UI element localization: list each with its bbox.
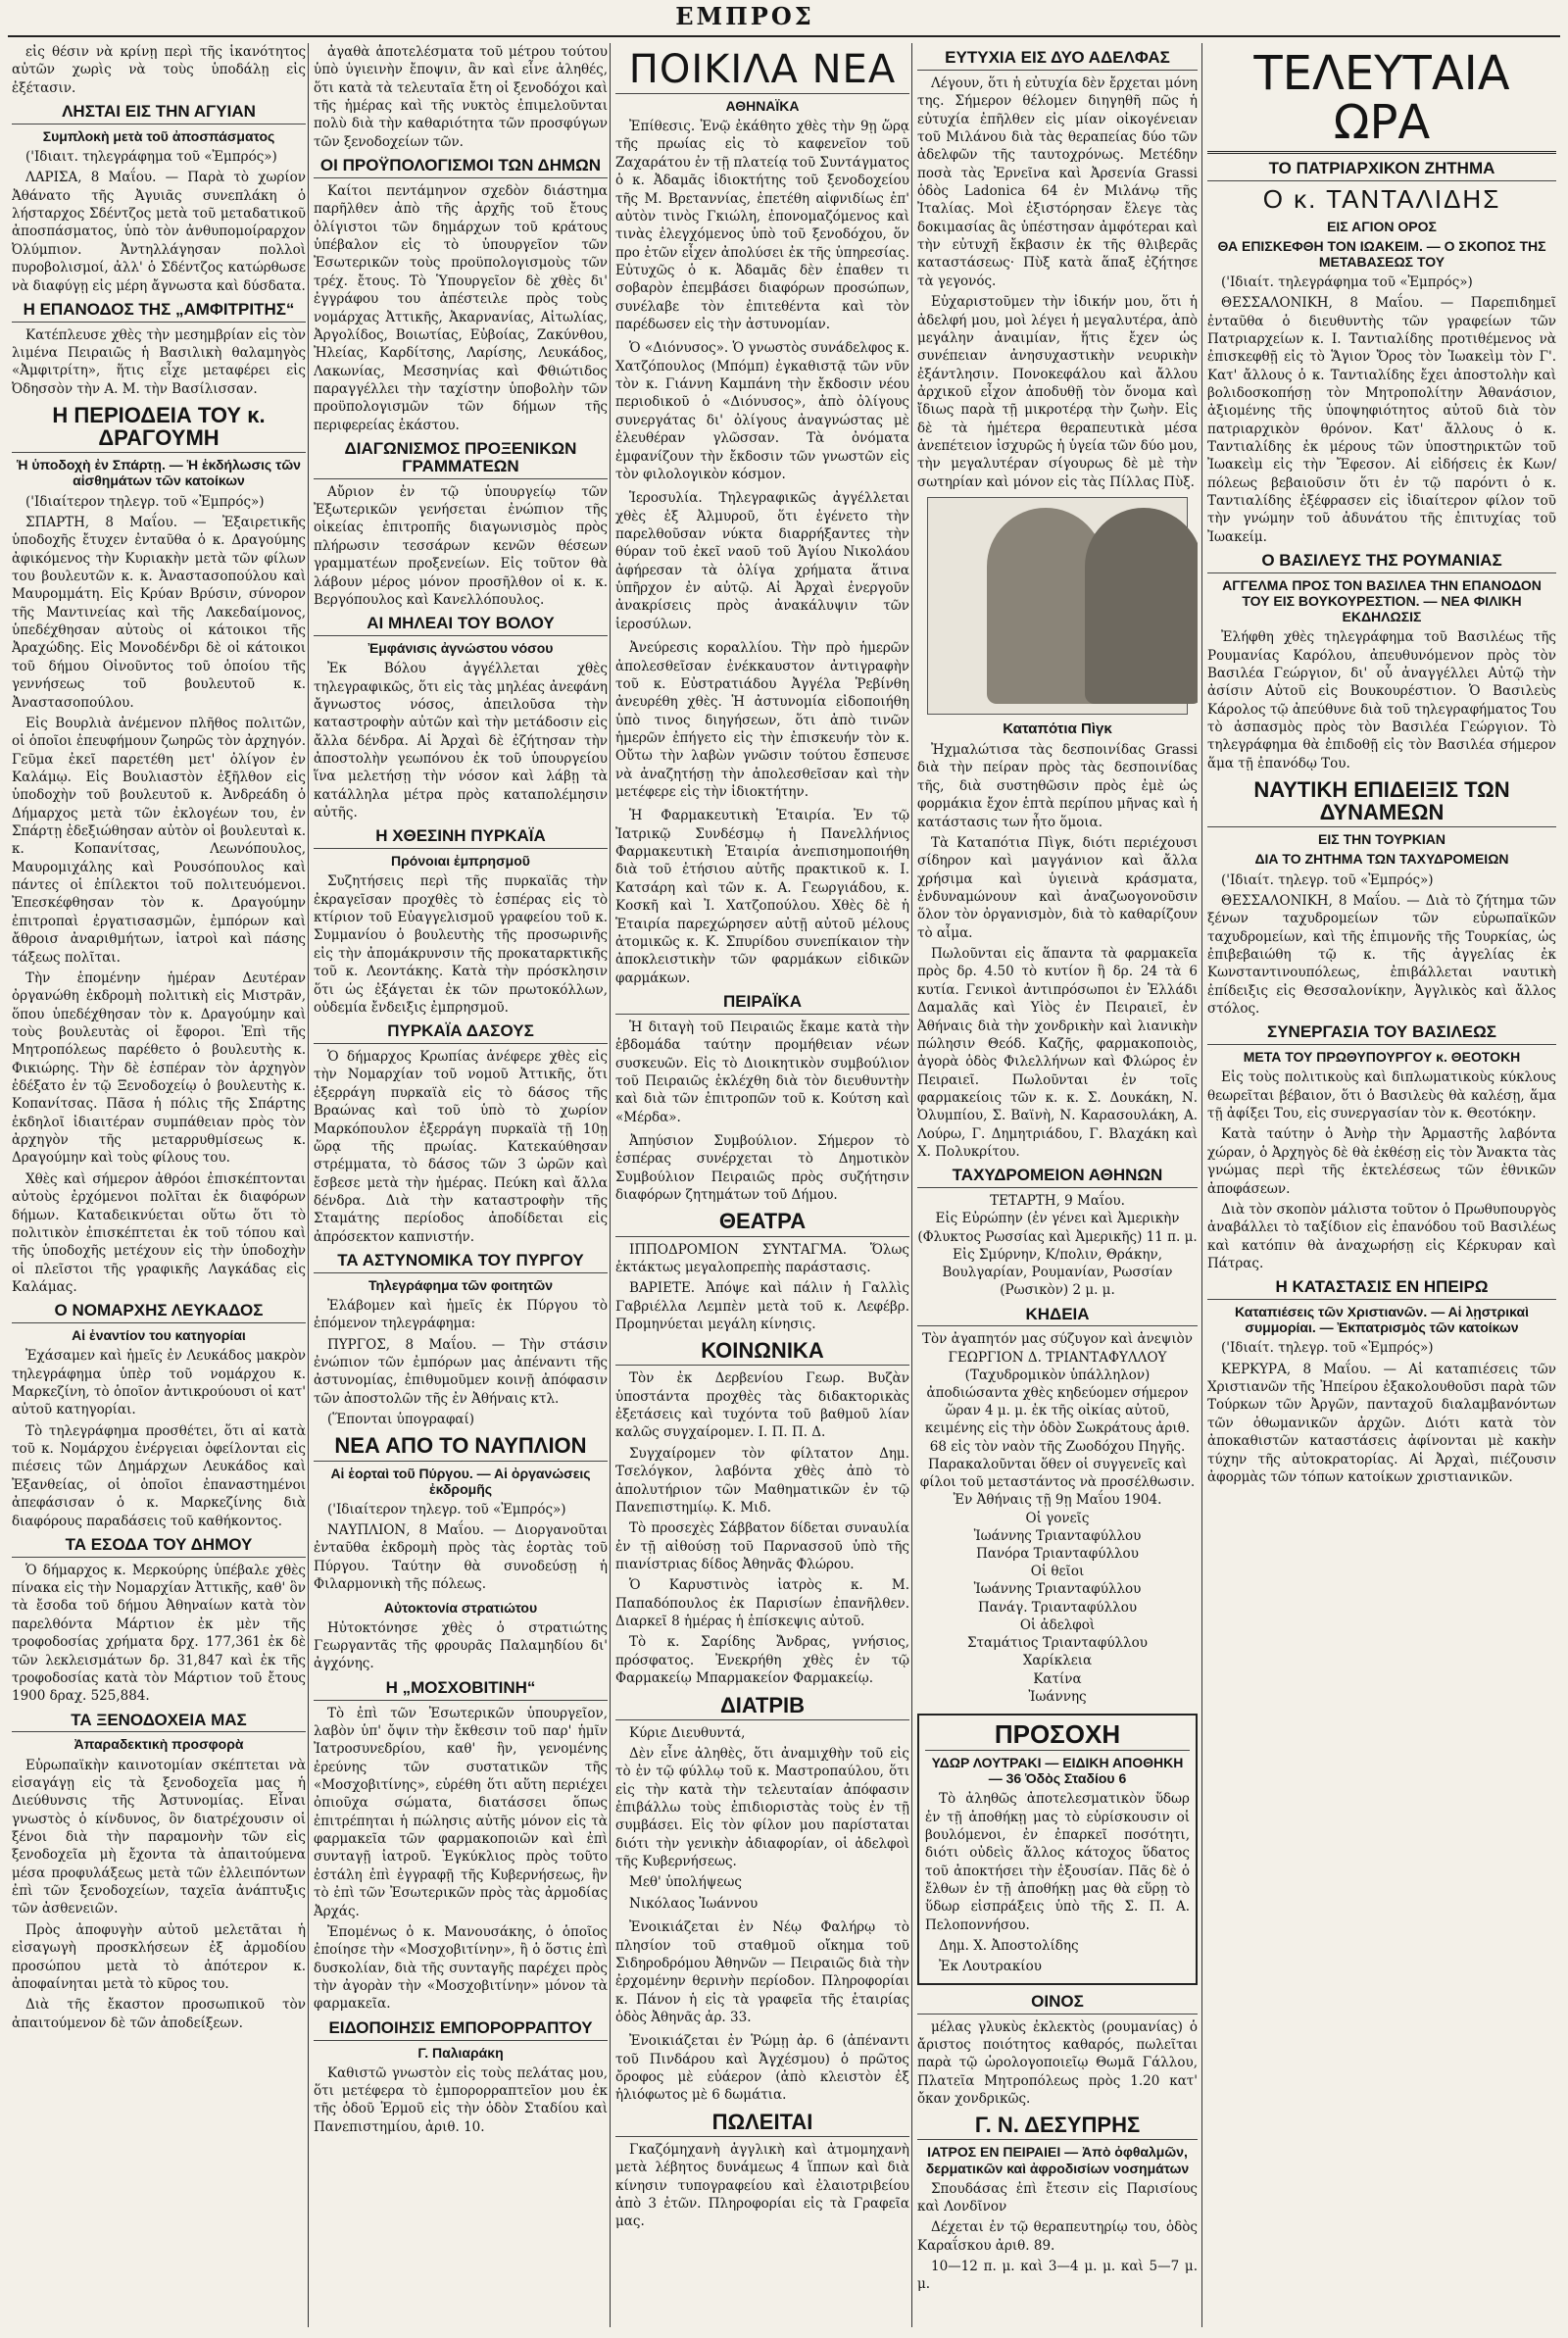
article-paragraph: ΒΑΡΙΕΤΕ. Ἀπόψε καὶ πάλιν ἡ Γαλλὶς Γαβριέλλα Λεμπὲν μετὰ τοῦ κ. Λεφέβρ. Προμηνύεται μεγάλη κίνησις.: [615, 1280, 909, 1332]
article-headline: ΠΥΡΚΑΪΑ ΔΑΣΟΥΣ: [314, 1022, 608, 1044]
article-paragraph: Κατίνα: [1033, 1670, 1082, 1687]
article-headline: ΠΩΛΕΙΤΑΙ: [615, 2111, 909, 2137]
article-paragraph: Ἡ Φαρμακευτικὴ Ἑταιρία. Ἐν τῷ Ἰατρικῷ Συνδέσμῳ ἡ Πανελλήνιος Φαρμακευτικὴ Ἑταιρία ἀνεπισημοποιήθη διὰ τοῦ ἐτήσιου αὐτῆς πρακτικοῦ κ. Ι. Κατσάρη καὶ τῶν κ. Α. Γεωργιάδου, κ. Κοσκῆ καὶ Ἰ. Χατζοπούλου. Χθὲς δὲ ἡ Ἑταιρία παρεχώρησεν αὐτῇ αὐτοῦ μέλους ἀτομικῶς κ. Κ. Σπυρίδου συνεπίκαιον τὴν ἀποκλειστικὴν τῶν φαρμάκων εἰδικῶν φαρμάκων.: [615, 808, 909, 986]
article-subheadline: ΕΙΣ ΤΗΝ ΤΟΥΡΚΙΑΝ: [1318, 831, 1446, 848]
article-paragraph: Χθὲς καὶ σήμερον ἀθρόοι ἐπισκέπτονται αὐτοὺς ἐρχόμενοι πολῖται ἐκ διαφόρων δήμων. Καταδεικνύεται οὕτω ὅτι τὸ πολιτικὸν ἐπισκέπτεται ἐκ τοῦ τόπου καὶ τῆς ὑποδοχῆς μετέχουν εἰς τὴν ὑποδοχὴν οἱ πλεῖστοι τῆς γραφικῆς Λαγκάδας εἰς Καλάμας.: [12, 1170, 306, 1295]
article-paragraph: (Ἕπονται ὑπογραφαί): [327, 1412, 475, 1428]
article-subheadline: Γ. Παλιαράκη: [417, 2044, 504, 2061]
article-paragraph: Μεθ' ὑπολήψεως: [629, 1874, 742, 1891]
article-subheadline-2: ΔΙΑ ΤΟ ΖΗΤΗΜΑ ΤΩΝ ΤΑΧΥΔΡΟΜΕΙΩΝ: [1254, 851, 1509, 868]
article-paragraph: ('Ιδιαίτερον τηλεγρ. τοῦ «Ἐμπρός»): [327, 1501, 566, 1517]
article-paragraph: Δὲν εἶνε ἀληθὲς, ὅτι ἀναμιχθὴν τοῦ εἰς τὸ ἐν τῷ φύλλῳ τοῦ κ. Μαστροπαύλου, ὅτι εἰς τὴν κατὰ τὴν τελευταίαν ἀπόφασιν ἐπιβάλλω τοὺς ἐπιδιοριστὰς τοὺς ἐν τῇ συμβάσει. Εἰς τὸν φίλον μου παρίσταται διότι τὴν γενικὴν ἀδιαφορίαν, οἱ ἀδελφοὶ τῆς Κυβερνήσεως.: [615, 1745, 909, 1870]
article-paragraph: Συγχαίρομεν τὸν φίλτατον Δημ. Τσελόγκον, λαβόντα χθὲς ἀπὸ τὸ ἀπολυτήριον τῶν Μαθηματικῶν ἐν τῷ Πανεπιστημίῳ. Κ. Μιδ.: [615, 1445, 909, 1516]
article-paragraph: Ἐν Ἀθήναις τῇ 9ῃ Μαΐου 1904.: [953, 1492, 1162, 1509]
top-rule: [8, 35, 1560, 37]
article-paragraph: Τὸ ἀληθῶς ἀποτελεσματικὸν ὕδωρ ἐν τῇ ἀποθήκῃ μας τὸ εὑρίσκουσιν οἱ βουλόμενοι, ἐν ἐπαρκεῖ ποσότητι, διότι οὐδεὶς ἄλλος κάτοχος ὕδατος τοῦ ἀποκτήσει τὴν ἐξουσίαν. Πᾶς δὲ ὁ ἔλθων ἐν τῇ ἀποθήκῃ μας θὰ εὕρῃ τὸ ὕδωρ εἰσπράξεις ὑπὸ τῆς Σ. Π. Α. Πελοποννήσου.: [925, 1791, 1190, 1933]
article-paragraph: ΣΠΑΡΤΗ, 8 Μαΐου. — Ἐξαιρετικῆς ὑποδοχῆς ἔτυχεν ἐνταῦθα ὁ κ. Δραγούμης ἀφικόμενος τὴν Κυριακὴν μετὰ τῶν φίλων του βουλευτῶν κ. κ. Ἀναστασοπούλου καὶ Μαυρομμάτη. Εἰς Κρύαν Βρύσιν, σύνορον τῆς Μαντινείας καὶ τῆς Λακεδαίμονος, ὑπεδέχθησαν αὐτοὺς οἱ κάτοικοι τῆς Ἀραχώδης. Εἰς Μονοδένδρι δὲ οἱ κάτοικοι τοῦ δήμου Οἰνοῦντος τοῦ ὁποίου τῆς γεννήσεως τοῦ βουλευτοῦ κ. Ἀναστασοπούλου.: [12, 514, 306, 711]
article-paragraph: Εἰς Εὐρώπην (ἐν γένει καὶ Ἀμερικὴν (Φλυκτος Ρωσσίας καὶ Ἀμερικῆς) 11 π. μ.: [917, 1211, 1198, 1245]
article-paragraph: ('Ιδιαίτ. τηλεγρ. τοῦ «Ἐμπρός»): [1221, 1340, 1434, 1357]
article-subheadline: Αἱ ἐναντίον του κατηγορίαι: [72, 1327, 246, 1344]
article: [314, 1434, 608, 1593]
article-paragraph: ΘΕΣΣΑΛΟΝΙΚΗ, 8 Μαΐου. — Διὰ τὸ ζήτημα τῶν ξένων ταχυδρομείων τῶν εὐρωπαϊκῶν ταχυδρομείων, καὶ τῆς ἐπιμονῆς τῆς Τουρκίας, ὡς ἐπιβεβαιώθη τῷ κ. τῆς ἀγγελίας ἐκ Κωνσταντινουπόλεως, ἐπιβάλλεται ναυτικὴ ἐπίδειξις εἰς Θεσσαλονίκην, Ἀγγλικὸς καὶ ἄλλος στόλος.: [1207, 892, 1556, 1018]
article: [314, 1600, 608, 1673]
article-paragraph: Πανόρα Τριανταφύλλου: [976, 1546, 1139, 1562]
article-paragraph: Γκαζόμηχανὴ ἀγγλικὴ καὶ ἀτμομηχανὴ μετὰ λέβητος δυνάμεως 4 ἵππων καὶ διὰ κίνησιν τυπογραφείου καὶ ἐλαιοτριβείου ἀπὸ 3 ἐτῶν. Πληροφορίαι εἰς τὰ Γραφεῖα μας.: [615, 2141, 909, 2230]
article-subheadline-2: ΜΕΤΑ ΤΟΥ ΠΡΩΘΥΠΟΥΡΓΟΥ κ. ΘΕΟΤΟΚΗ: [1243, 1049, 1521, 1066]
article-subheadline: ΙΑΤΡΟΣ ΕΝ ΠΕΙΡΑΙΕΙ — Ἀπὸ ὀφθαλμῶν, δερματικῶν καὶ ἀφροδισίων νοσημάτων: [925, 2144, 1190, 2176]
article: [917, 49, 1198, 491]
article-paragraph: Ἰωάννης Τριανταφύλλου: [973, 1527, 1142, 1544]
article-subheadline: Αἱ ἑορταὶ τοῦ Πύργου. — Αἱ ὀργανώσεις ἐκδρομῆς: [330, 1465, 591, 1497]
article: [917, 1714, 1198, 1985]
article: [1207, 160, 1556, 546]
article-headline: ΕΥΤΥΧΙΑ ΕΙΣ ΔΥΟ ΑΔΕΛΦΑΣ: [917, 49, 1198, 71]
article-subheadline: ΕΙΣ ΑΓΙΟΝ ΟΡΟΣ: [1327, 218, 1437, 234]
article-subheadline: Πρόνοιαι ἐμπρησμοῦ: [391, 853, 530, 870]
article-paragraph: ΠΥΡΓΟΣ, 8 Μαΐου. — Τὴν στάσιν ἐνώπιον τῶν ἐμπόρων μας ἀπέναντι τῆς ἀστυνομίας, ἐπιθυμοῦμεν κοινῇ ἀπόφασιν τῶν ἀποστολῶν τῆς ἐν Ἀθήναις κτλ.: [314, 1336, 608, 1407]
article: [615, 1694, 909, 1914]
article: [1207, 1023, 1556, 1272]
article-paragraph: Εἰς Βουρλιὰ ἀνέμενον πλῆθος πολιτῶν, οἱ ὁποῖοι ἐπευφήμουν ζωηρῶς τὸν ἀρχηγόν. Γεῦμα ἐκεῖ παρετέθη μετ' ὀλίγον ἐν Καλάμῳ. Εἰς Βουλιαστὸν ἐξῆλθον εἰς ὑποδοχὴν τοῦ βουλευτοῦ κ. Ἀνδρεάδη ὁ Δήμαρχος μετὰ τῶν ἐκλογέων του, ἐν Σπάρτῃ ἐδεξιώθησαν αὐτὸν οἱ βουλευταὶ κ. κ. Κοπανίτσας, Λεωνόπουλος, Μαυρομιχάλης καὶ Ρουσόπουλος καὶ πάντες οἱ ἐπίλεκτοι τοῦ πολιτευόμενοι. Ἐπεσκέφθησαν τὸν κ. Δραγούμην ἐπιτροπαὶ ἐργατισασμῶν, ἐμπόρων καὶ ἄθροισ ἀναριθμήτων, ἰατροὶ καὶ πάσης τάξεως πολῖται.: [12, 715, 306, 966]
article-paragraph: Εὐρωπαϊκὴν καινοτομίαν σκέπτεται νὰ εἰσαγάγῃ εἰς τὰ ξενοδοχεῖα μας ἡ Διεύθυνσις τῆς Ἀστυνομίας. Εἶναι γνωστὸς ὁ κίνδυνος, ὃν διατρέχουσιν οἱ ξένοι διὰ τὴν παραμονὴν τῶν εἰς ξενοδοχεῖα μὴ ἔχοντα τὰ ἀπαιτούμενα μέσα προφυλάξεως μετὰ τῶν ἐλλειπόντων ἐπὶ τῶν ξενοδοχείων, ταχεῖα ἀνάπτυξις τῶν ἀσθενειῶν.: [12, 1757, 306, 1917]
article-paragraph: Κύριε Διευθυντά,: [629, 1724, 746, 1741]
article-paragraph: Εἰς Σμύρνην, Κ/πολιν, Θράκην, Βουλγαρίαν, Ρουμανίαν, Ρωσσίαν (Ρωσικὸν) 2 μ. μ.: [942, 1246, 1173, 1299]
article-paragraph: ΙΠΠΟΔΡΟΜΙΟΝ ΣΥΝΤΑΓΜΑ. Ὅλως ἐκτάκτως μεγαλοπρεπὴς παράστασις.: [615, 1241, 909, 1275]
article-subheadline-2: ΘΑ ΕΠΙΣΚΕΦΘΗ ΤΟΝ ΙΩΑΚΕΙΜ. — Ο ΣΚΟΠΟΣ ΤΗΣ ΜΕΤΑΒΑΣΕΩΣ ΤΟΥ: [1217, 237, 1546, 270]
article-headline: ΤΕΛΕΥΤΑΙΑ ΩΡΑ: [1207, 49, 1556, 154]
article: [314, 1022, 608, 1246]
article-paragraph: ('Ιδιαιτ. τηλεγράφημα τοῦ «Ἐμπρός»): [25, 149, 277, 166]
article-headline: ΛΗΣΤΑΙ ΕΙΣ ΤΗΝ ΑΓΥΙΑΝ: [12, 103, 306, 124]
article: [12, 43, 306, 97]
article-headline: ΚΟΙΝΩΝΙΚΑ: [615, 1339, 909, 1366]
article-paragraph: Ἀπηύσιον Συμβούλιον. Σήμερον τὸ ἑσπέρας συνέρχεται τὸ Δημοτικὸν Συμβούλιον Πειραιῶς πρὸς συζήτησιν διαφόρων ζητημάτων τοῦ Δήμου.: [615, 1132, 909, 1204]
article: [917, 1993, 1198, 2109]
article: [917, 2114, 1198, 2293]
column-divider: [308, 43, 309, 2327]
column-4-hidden: [917, 43, 1198, 2327]
article-subheadline: Ἐμφάνισις ἀγνώστου νόσου: [368, 640, 554, 657]
article: [314, 157, 608, 434]
article: [314, 827, 608, 1017]
article-paragraph: Καθιστῶ γνωστὸν εἰς τοὺς πελάτας μου, ὅτι μετέφερα τὸ ἐμπορορραπτεῖον μου ἐκ τῆς ὁδοῦ Ἑρμοῦ εἰς τὴν ὁδὸν Σταδίου καὶ Πανεπιστημίου, ἀριθ. 10.: [314, 2064, 608, 2135]
article-paragraph: Ὁ δήμαρχος κ. Μερκούρης ὑπέβαλε χθὲς πίνακα εἰς τὴν Νομαρχίαν Ἀττικῆς, καθ' ὃν τὰ ἔσοδα τοῦ δήμου Ἀθηναίων κατὰ τὸν παρελθόντα Μάρτιον ἐκ μὲν τῆς τροφοδοσίας χρήματα δρχ. 177,361 ἐκ δὲ τῶν λεκλεισμάτων δρ. 31,847 καὶ ἐκ τῆς τροφοδοσίας κατὰ τὸν Μάρτιον τοῦ ἔτους 1900 δραχ. 525,884.: [12, 1562, 306, 1705]
article-paragraph: Ὁ δήμαρχος Κρωπίας ἀνέφερε χθὲς εἰς τὴν Νομαρχίαν τοῦ νομοῦ Ἀττικῆς, ὅτι ἐξερράγη πυρκαϊὰ εἰς τὸ δάσος τῆς Βραώνας καὶ τοῦ ὑπὸ τὸ χωρίον Μαρκόπουλον ἐξερράγη πυρκαϊὰ τῇ 10ῃ ὥρᾳ τῆς πρωίας. Κατεκαύθησαν στρέμματα, τὸ δάσος τῶν 3 ὡρῶν καὶ ἔσβεσε μετὰ τὴν ἡμέρας. Πεύκη καὶ ἄλλα δένδρα. Διὰ τὴν καταστροφὴν τῆς Σταμάτης περίοδος ἀποδίδεται εἰς ἀπρόσεκτον καπνιστήν.: [314, 1049, 608, 1245]
article-subheadline: Αὐτοκτονία στρατιώτου: [383, 1599, 538, 1616]
article-headline: ΕΙΔΟΠΟΙΗΣΙΣ ΕΜΠΟΡΟΡΡΑΠΤΟΥ: [314, 2019, 608, 2041]
article-paragraph: Χαρίκλεια: [1022, 1653, 1093, 1669]
article: [12, 1536, 306, 1706]
article: [917, 1306, 1198, 1706]
article: [615, 639, 909, 801]
article-paragraph: ('Ιδιαίτ. τηλεγράφημα τοῦ «Ἐμπρός»): [1221, 274, 1473, 290]
article-headline: Ο ΒΑΣΙΛΕΥΣ ΤΗΣ ΡΟΥΜΑΝΙΑΣ: [1207, 552, 1556, 573]
article-headline: ΝΑΥΤΙΚΗ ΕΠΙΔΕΙΞΙΣ ΤΩΝ ΔΥΝΑΜΕΩΝ: [1207, 778, 1556, 827]
article-paragraph: ΚΕΡΚΥΡΑ, 8 Μαΐου. — Αἱ καταπιέσεις τῶν Χριστιανῶν τῆς Ἠπείρου ἐξακολουθοῦσι παρὰ τῶν Τούρκων τῶν Ἀργῶν, πανταχοῦ διαλαμβανόντων τῶν ὀθωμανικῶν ἀρχῶν. Διότι κατὰ τὸν ἀποκαθιστῶν καταστάσεις ἀφίνονται μὲ κακὴν τύχην τῆς αὐτοκρατορίας. Αἱ Ἀρχαὶ, πιέζουσιν ἀφορμὰς τῶν τόπων κατοίκων χριστιανικῶν.: [1207, 1361, 1556, 1485]
article-paragraph: Διὰ τὸν σκοπὸν μάλιστα τοῦτον ὁ Πρωθυπουργὸς ἀναβάλλει τὸ ταξίδιον εἰς ἐπανόδου τοῦ Βασιλέως καὶ κατόπιν θὰ ἀναχωρήσῃ εἰς Κέρκυραν καὶ Πάτρας.: [1207, 1201, 1556, 1271]
article-headline: Γ. Ν. ΔΕΣΥΠΡΗΣ: [917, 2114, 1198, 2140]
article-headline: Η ΠΕΡΙΟΔΕΙΑ ΤΟΥ κ. ΔΡΑΓΟΥΜΗ: [12, 404, 306, 453]
article-paragraph: ΛΑΡΙΣΑ, 8 Μαΐου. — Παρὰ τὸ χωρίον Ἀθάνατο τῆς Ἀγυιᾶς συνεπλάκη ὁ λήσταρχος Σδέντζος μετὰ τοῦ μεταδατικοῦ ἀποσπάσματος, ὑπὸ τὸν ἀνθυπομοίραρχον Ὀλύμπιον. Ἀντηλλάγησαν πολλοὶ πυροβολισμοί, ἀλλ' ὁ Σδέντζος κατώρθωσε νὰ διαφύγῃ εἰς μέρη ἄγνωστα καὶ δύσδατα.: [12, 170, 306, 294]
article-subheadline: Συμπλοκὴ μετὰ τοῦ ἀποσπάσματος: [42, 127, 275, 144]
masthead: ΕΜΠΡΟΣ: [675, 2, 814, 30]
article-paragraph: ΤΕΤΑΡΤΗ, 9 Μαΐου.: [990, 1193, 1125, 1210]
article-paragraph: Ἐλήφθη χθὲς τηλεγράφημα τοῦ Βασιλέως τῆς Ρουμανίας Καρόλου, ἀπευθυνόμενον πρὸς τὸν Βασιλέα Γεώργιον, δι' οὗ ἀναγγέλλει Αὐτῷ τὴν ἀσίσιν Αὐτοῦ εἰς Βουκουρέστιον. Ὁ Βασιλεὺς Κάρολος τῷ ἀπεύθυνε διὰ τοῦ τηλεγραφήματος Του τὸ ἀσπασμὸς πρὸς τὸν Βασιλέα Γεώργιον. Τὸ τηλεγράφημα θὰ ἐπιδοθῇ εἰς τὸν Βασιλέα σήμερον ἅμα τῇ ἐπανόδῳ Του.: [1207, 629, 1556, 771]
article-subheadline: Ο κ. ΤΑΝΤΑΛΙΔΗΣ: [1262, 183, 1501, 214]
article: [615, 1339, 909, 1687]
column-1: [12, 43, 306, 2327]
article: [615, 339, 909, 483]
article-headline: ΔΙΑΤΡΙΒ: [615, 1694, 909, 1720]
article-subheadline: ΑΘΗΝΑΪΚΑ: [725, 98, 800, 114]
article-paragraph: ΘΕΣΣΑΛΟΝΙΚΗ, 8 Μαΐου. — Παρεπιδημεῖ ἐνταῦθα ὁ διευθυντὴς τῶν γραφείων τῶν Πατριαρχείων κ. Ι. Ταντιαλίδης προτιθέμενος νὰ ἐπισκεφθῇ εἰς τὸ Ἅγιον Ὄρος τὸν Ἰωακεὶμ τὸν Γ'. Κατ' ἄλλους ὁ κ. Ταντιαλίδης ἔχει ἀποστολὴν καὶ βολιδοσκοπήσῃ τὸν Μητροπολίτην Ἀθανάσιον, ἀξιομένης τῆς ὑποψηφιότητος αὐτοῦ διὰ τὸν πατριαρχικὸν θρόνον. Κατ' ἄλλους ὁ κ. Ταντιαλίδης ἐκ μέρους τῶν ὑποστηρικτῶν τοῦ Ἰωακεὶμ εἰς τὴν Ἔφεσον. Αἱ εἰδήσεις ἐκ Κων/πόλεως βεβαιοῦσιν ὅτι ἐν τῷ παρόντι ὁ κ. Ταντιαλίδης ἐξέφρασεν εἰς ἰδιαίτερον φίλον τοῦ τὴν γνώμην τοῦ ἀδυνάτου τῆς ἐπιτυχίας τοῦ Ἰωακείμ.: [1207, 295, 1556, 545]
article-paragraph: 10—12 π. μ. καὶ 3—4 μ. μ. καὶ 5—7 μ. μ.: [917, 2259, 1198, 2293]
article-paragraph: Σπουδάσας ἐπὶ ἔτεσιν εἰς Παρισίους καὶ Λονδῖνον: [917, 2180, 1198, 2215]
article-headline: ΤΑ ΞΕΝΟΔΟΧΕΙΑ ΜΑΣ: [12, 1712, 306, 1733]
article-headline: ΟΙΝΟΣ: [917, 1993, 1198, 2015]
article-paragraph: Ἐπίθεσις. Ἐνῷ ἐκάθητο χθὲς τὴν 9ῃ ὥρᾳ τῆς πρωίας εἰς τὸ καφενεῖον τοῦ Ζαχαράτου ἐν τῇ πλατείᾳ τοῦ Συντάγματος ὁ κ. Ἀδαμᾶς ἰδιοκτήτης τοῦ ξενοδοχείου τῆς Μ. Βρεταννίας, ἐπετέθη αἰφνιδίως ἐπ' αὐτὸν τινὸς Γκιώλη, ἐπονομαζόμενος καὶ τινὰς ἐλεγχόμενος ὑπὸ τοῦ ξενοδόχου, ὅν προ ἐτῶν εἶχεν ἀπολύσει ἐκ τῆς ὑπηρεσίας. Εὐτυχῶς ὁ κ. Ἀδαμᾶς δὲν ἐπαθεν τι σοβαρὸν ἐπεμβάσει διαφόρων προσώπων, συνέλαβε τὸν ἐπιτεθέντα καὶ τὸν παρέδωσεν εἰς τὴν ἀστυνομίαν.: [615, 119, 909, 333]
article: [12, 103, 306, 295]
article-headline: ΣΥΝΕΡΓΑΣΙΑ ΤΟΥ ΒΑΣΙΛΕΩΣ: [1207, 1023, 1556, 1045]
column-4: [1207, 43, 1556, 2327]
article: [314, 1252, 608, 1428]
article-paragraph: Τὴν ἑπομένην ἡμέραν Δευτέραν ὀργανώθη ἐκδρομὴ πολιτικὴ εἰς Μιστρᾶν, ὅπου ὑπεδέχθησαν τὸν κ. Δραγούμην καὶ τοὺς βουλευτὰς οἱ ἔφοροι. Ἐπὶ τῆς Μητροπόλεως παρέθετο ὁ βουλευτὴς κ. Φικιώρης. Τὴν δὲ ἑσπέραν τὸν ἀρχηγὸν ἐδέξατο ἐν τῷ Ξενοδοχείῳ ὁ βουλευτὴς κ. Κοπανίτσας. Πᾶσα ἡ πόλις τῆς Σπάρτης ἐκδηλοῖ ἰδιαιτέραν συμπάθειαν πρὸς τὸν ἀρχηγὸν τῆς μεταρρυθμίσεως κ. Δραγούμην καὶ τοὺς φίλους του.: [12, 970, 306, 1167]
article-paragraph: ΝΑΥΠΛΙΟΝ, 8 Μαΐου. — Διοργανοῦται ἐνταῦθα ἐκδρομὴ πρὸς τὰς ἑορτὰς τοῦ Πύργου. Ταύτην θὰ συνοδεύσῃ ἡ Φιλαρμονικὴ τῆς πόλεως.: [314, 1522, 608, 1593]
article-paragraph: Τὸ κ. Σαρίδης Ἄνδρας, γνήσιος, πρόσφατος. Ἐνεκρήθη χθὲς ἐν τῷ Φαρμακείῳ Μπαρμακείον Φαρμακείῳ.: [615, 1634, 909, 1687]
article-paragraph: μέλας γλυκὺς ἐκλεκτὸς (ρουμανίας) ὁ ἄριστος ποιότητος καθαρός, πωλεῖται παρὰ τῷ ὡρολογοποιεῖῳ Θωμᾶ Γάλλου, Πλατεῖα Μητροπόλεως πρὸς 1.20 κατ' ὄκαν χονδρικῶς.: [917, 2018, 1198, 2108]
article: [1207, 1278, 1556, 1486]
article: [615, 993, 909, 1126]
article-paragraph: Δέχεται ἐν τῷ θεραπευτηρίῳ του, ὁδὸς Καραΐσκου ἀριθ. 89.: [917, 2219, 1198, 2254]
article-paragraph: (Ταχυδρομικὸν ὑπάλληλον): [964, 1367, 1151, 1383]
article: [615, 807, 909, 987]
article: [314, 615, 608, 821]
article-paragraph: Οἱ γονεῖς: [1025, 1510, 1090, 1526]
article: [615, 489, 909, 633]
article-headline: Η ΕΠΑΝΟΔΟΣ ΤΗΣ „ΑΜΦΙΤΡΙΤΗΣ“: [12, 301, 306, 323]
article: [615, 2032, 909, 2104]
article-subheadline-2: ΑΓΓΕΛΜΑ ΠΡΟΣ ΤΟΝ ΒΑΣΙΛΕΑ ΤΗΝ ΕΠΑΝΟΔΟΝ ΤΟΥ ΕΙΣ ΒΟΥΚΟΥΡΕΣΤΙΟΝ. — ΝΕΑ ΦΙΛΙΚΗ ΕΚΔΗΛΩΣΙΣ: [1222, 577, 1542, 625]
article-subheadline: Ἡ ὑποδοχὴ ἐν Σπάρτῃ. — Ἡ ἐκδήλωσις τῶν αἰσθημάτων τῶν κατοίκων: [17, 457, 301, 489]
article-headline: ΤΟ ΠΑΤΡΙΑΡΧΙΚΟΝ ΖΗΤΗΜΑ: [1207, 160, 1556, 181]
article-paragraph: Λέγουν, ὅτι ἡ εὐτυχία δὲν ἔρχεται μόνη της. Σήμερον θέλομεν διηγηθῆ πῶς ἡ εὐτυχία ἐπῆλθεν εἰς μίαν οἰκογένειαν τοῦ Μιλάνου διὰ τὰς θεραπείας δύο τῶν ἀδελφῶν τῆς ταυτοχρόνως. Μετέδην ποσὰ τὰς Ἐρνεῖνα καὶ Ἀρσενία Grassi ὁδὸς Ladonica 64 ἐν Μιλάνῳ τῆς Ἰταλίας. Μοὶ ἐξιστόρησαν ἔλεγε τὰς δοκιμασίας ἃς ὑπέστησαν ἀμφότεραι καὶ τὴν εὐτυχῆ ἔκβασιν ἐκ τῆς θλιβερᾶς καταστάσεως· Πὺξ κατὰ ἅπαξ ἐζήτησε τὰ γεγονός.: [917, 75, 1198, 289]
article: [615, 2111, 909, 2231]
article-paragraph: Δημ. Χ. Ἀποστολίδης: [939, 1938, 1079, 1955]
article-paragraph: Πανάγ. Τριανταφύλλου: [977, 1599, 1138, 1616]
article: [615, 1132, 909, 1204]
article-paragraph: Ἱεροσυλία. Τηλεγραφικῶς ἀγγέλλεται χθὲς ἐξ Ἀλμυροῦ, ὅτι ἐγένετο τὴν παρελθοῦσαν νύκτα διαρρήξαντες τὴν θύραν τοῦ ἐκεῖ ναοῦ τοῦ Ἁγίου Νικολάου ἀφήρεσαν τὰ ὀλίγα χρήματα ἅτινα ὑπῆρχον ἐν αὐτῷ. Αἱ Ἀρχαὶ ἐνεργοῦν ἀνακρίσεις πρὸς ἀνακάλυψιν τῶν ἱεροσύλων.: [615, 490, 909, 632]
article-paragraph: Ἡ διταγὴ τοῦ Πειραιῶς ἔκαμε κατὰ τὴν ἑβδομάδα ταύτην προμήθειαν νέων συσκευῶν. Εἰς τὸ Διοικητικὸν συμβούλιον τοῦ Πειραιῶς ἐκλέχθη διὰ τὸν διευθυντὴν καὶ διὰ τῶν ἐπιτροπῶν τοῦ κ. Κούτση καὶ «Μέρδα».: [615, 1019, 909, 1125]
article: [314, 43, 608, 151]
portrait-illustration: [927, 497, 1188, 715]
article-paragraph: Συζητήσεις περὶ τῆς πυρκαϊᾶς τὴν ἐκραγεῖσαν προχθὲς τὸ ἑσπέρας εἰς τὸ κτίριον τοῦ Εὐαγγελισμοῦ γραφείου τοῦ κ. Συμμανίου ὁ βουλευτὴς τῆς προσωρινῆς εἰς τὴν ἀπομάκρυνσιν τῆς προκαταρκτικῆς τοῦ κ. Λεοντάκης. Κατὰ τὴν πρόσκλησιν ὅτι ὡς ἐξάγεται ἐκ τῶν πρωτοκόλλων, οὐδεμία ἔνδειξις ἐμπρησμοῦ.: [314, 873, 608, 1016]
article-paragraph: Πρὸς ἀποφυγὴν αὐτοῦ μελετᾶται ἡ εἰσαγωγὴ προσκλήσεων ἐξ ἀρμοδίου προσώπου μετὰ τὸ ἀπότερον κ. ἀποφαίνηται μετὰ τὸ κῦρος του.: [12, 1921, 306, 1992]
article-paragraph: Κατὰ ταύτην ὁ Ἀνὴρ τὴν Ἁρμαστῆς λαβόντα χώραν, ὁ Ἀρχηγὸς δὲ θὰ ἐκθέσῃ εἰς τὸν Ἄνακτα τὰς γνώμας περὶ τῆς ἐκτελέσεως τῶν ἐθνικῶν ἀποφάσεων.: [1207, 1126, 1556, 1197]
article-paragraph: Τὸ προσεχὲς Σάββατον δίδεται συναυλία ἐν τῇ αἰθούσῃ τοῦ Παρνασσοῦ ὑπὸ τῆς πιανίστριας δίδος Ἀθηνᾶς Φλώρου.: [615, 1520, 909, 1572]
article-headline: ΤΑ ΑΣΤΥΝΟΜΙΚΑ ΤΟΥ ΠΥΡΓΟΥ: [314, 1252, 608, 1273]
article: [917, 1167, 1198, 1299]
article-paragraph: εἰς θέσιν νὰ κρίνῃ περὶ τῆς ἱκανότητος αὐτῶν χωρὶς νὰ τοὺς ὑποδάλῃ εἰς ἐξέτασιν.: [12, 44, 306, 96]
article-headline: ΔΙΑΓΩΝΙΣΜΟΣ ΠΡΟΞΕΝΙΚΩΝ ΓΡΑΜΜΑΤΕΩΝ: [314, 440, 608, 479]
article-paragraph: Οἱ θεῖοι: [1030, 1564, 1085, 1580]
article-paragraph: Ἐλάβομεν καὶ ἡμεῖς ἐκ Πύργου τὸ ἑπόμενον τηλεγράφημα:: [314, 1297, 608, 1332]
article-paragraph: Ἐπομένως ὁ κ. Μανουσάκης, ὁ ὁποῖος ἐποίησε τὴν «Μοσχοβιτίνην», ἢ ὁ ὅστις ἐπὶ δυσκολίαν, διὰ τῆς συνταγῆς παρέχει πρὸς τὴν ἀγορὰν τὴν «Μοσχοβιτίνην» μόνον τὰ φαρμακεῖα.: [314, 1923, 608, 2013]
article-paragraph: Ἀνεύρεσις κοραλλίου. Τὴν πρὸ ἡμερῶν ἀπολεσθεῖσαν ἐνέκκαυστον ἀντιγραφὴν τοῦ κ. Εὐστρατιάδου Ἀγγέλα Ῥεβίνθη ἀνευρέθη χθὲς. Ἡ ἀστυνομία εἰδοποιήθη ὑπὸ τινος διηγήσεων, ὅτι ἀπὸ τινῶν ἡμερῶν ἐπήγετο εἰς τὴν ἐπισκευήν τὸν κ. Οὔτω τὴν λαβὼν γνῶσιν τούτου ἔσπευσε νὰ ἀναζητήσῃ τὴν ἀπολεσθεῖσαν καὶ τὴν μετέφερε εἰς τὴν ἱδιοκτήτην.: [615, 640, 909, 801]
article-paragraph: ἀποδιώσαντα χθὲς κηδεύομεν σήμερον ὥραν 4 μ. μ. ἐκ τῆς οἰκίας αὐτοῦ, κειμένης εἰς τὴν ὁδὸν Σωκράτους ἀριθ. 68 εἰς τὸν ναὸν τῆς Ζωοδόχου Πηγῆς. Παρακαλοῦνται ὅθεν οἱ συγγενεῖς καὶ φίλοι τοῦ μεταστάντος νὰ προσέλθωσιν.: [919, 1385, 1196, 1491]
article-headline: ΤΑ ΕΣΟΔΑ ΤΟΥ ΔΗΜΟΥ: [12, 1536, 306, 1558]
article-paragraph: Νικόλαος Ἰωάννου: [629, 1895, 759, 1912]
article-headline: ΘΕΑΤΡΑ: [615, 1210, 909, 1236]
article-paragraph: Διὰ τῆς ἔκαστον προσωπικοῦ τὸν ἀπαιτούμενον δὲ τῶν ἀποδείξεων.: [12, 1997, 306, 2031]
article-paragraph: Ηὐτοκτόνησε χθὲς ὁ στρατιώτης Γεωργαντᾶς τῆς φρουρᾶς Παλαμηδίου δι' ἀγχόνης.: [314, 1619, 608, 1672]
article-paragraph: Ἐκ Λουτρακίου: [939, 1959, 1042, 1975]
article: [314, 1679, 608, 2014]
article-paragraph: Σταμάτιος Τριανταφύλλου: [966, 1635, 1148, 1652]
article-headline: ΠΡΟΣΟΧΗ: [925, 1719, 1190, 1751]
column-divider: [1201, 43, 1202, 2327]
article-headline: ΑΙ ΜΗΛΕΑΙ ΤΟΥ ΒΟΛΟΥ: [314, 615, 608, 636]
article-paragraph: Ἐνοικιάζεται ἐν Ῥώμῃ ἀρ. 6 (ἀπέναντι τοῦ Πινδάρου καὶ Ἀγχέσμου) ὁ πρῶτος ὄροφος μὲ εὐάερον (ἀπὸ κλειστὸν ἐξ ἡλιόφωτος μὲ 6 δωμάτια.: [615, 2033, 909, 2104]
article-paragraph: ΓΕΩΡΓΙΟΝ Δ. ΤΡΙΑΝΤΑΦΥΛΛΟΥ: [948, 1349, 1167, 1366]
article-headline: ΤΑΧΥΔΡΟΜΕΙΟΝ ΑΘΗΝΩΝ: [917, 1167, 1198, 1188]
column-divider: [610, 43, 611, 2327]
article-paragraph: Εὐχαριστοῦμεν τὴν ἰδικήν μου, ὅτι ἡ ἀδελφή μου, μοὶ λέγει ἡ μεγαλυτέρα, ἀπὸ μεγάλην ἀναιμίαν, ἥτις ἔχεν ὡς συνέπειαν ἀνησυχαστικὴν νευρικὴν ἐξάντλησιν. Πονοκεφάλου καὶ ἄλλου ἀρχικοῦ εἶχον ἀποδυθῇ τὸν ὄνομα καὶ ἴδιως παρὰ τῇ μικροτέρᾳ τὴν ζωὴν. Εἰς δὲ τὰ ἡμέτερα θεραπευτικὰ μέσα ἀνεπέτειον ἰσχυρῶς ἡ ὑγεία τῶν δύο μου, τὴν μεγαλυτέραν σίγουρως δὲ μὲ τὴν σωτηρίαν καὶ μόνον εἰς τὰς Πίλλας Πὺξ.: [917, 294, 1198, 490]
article-headline: ΚΗΔΕΙΑ: [917, 1306, 1198, 1327]
figure-right: [1085, 508, 1198, 704]
article-paragraph: Ἰωάννης Τριανταφύλλου: [973, 1581, 1142, 1598]
article-headline: ΠΟΙΚΙΛΑ ΝΕΑ: [615, 49, 909, 94]
article-headline: Η ΚΑΤΑΣΤΑΣΙΣ ΕΝ ΗΠΕΙΡΩ: [1207, 1278, 1556, 1300]
article-headline: Η „ΜΟΣΧΟΒΙΤΙΝΗ“: [314, 1679, 608, 1701]
article-paragraph: Ἠχμαλώτισα τὰς δεσποινίδας Grassi διὰ τὴν πείραν πρὸς τὰς δεσποινίδας τῆς, διὰ συστηθῶσιν πρὸς ἐμὲ ὡς φορμάκια ἔχον ἑπτὰ περίπου μῆνας καὶ ἡ κατάστασις των ἦτο ὅμοια.: [917, 742, 1198, 830]
article: [314, 440, 608, 609]
article-paragraph: Εἰς τοὺς πολιτικοὺς καὶ διπλωματικοὺς κύκλους θεωρεῖται βέβαιον, ὅτι ὁ Βασιλεὺς θὰ καλέσῃ, ἅμα τῇ ἀφίξει Του, εἰς συνεργασίαν τὸν κ. Θεοτόκην.: [1207, 1070, 1556, 1122]
column-3: [615, 43, 909, 2327]
article-paragraph: ('Ιδιαίτερον τηλεγρ. τοῦ «Ἐμπρός»): [25, 493, 265, 510]
article-subheadline: Καταπιέσεις τῶν Χριστιανῶν. — Αἱ λῃστρικαὶ συμμορίαι. — Ἐκπατρισμὸς τῶν κατοίκων: [1234, 1304, 1529, 1336]
article-subheadline: ΥΔΩΡ ΛΟΥΤΡΑΚΙ — ΕΙΔΙΚΗ ΑΠΟΘΗΚΗ — 36 Ὁδὸς Σταδίου 6: [931, 1754, 1184, 1787]
article-paragraph: Ἐχάσαμεν καὶ ἡμεῖς ἐν Λευκάδος μακρὸν τηλεγράφημα ὑπὲρ τοῦ νομάρχου κ. Μαρκεζίνη, τὸ ὁποῖον ἀντικρούουσι οἱ κατ' αὐτοῦ κατηγορίαι.: [12, 1348, 306, 1418]
article: [314, 2019, 608, 2136]
article-subheadline: Τηλεγράφημα τῶν φοιτητῶν: [368, 1276, 554, 1293]
article-headline: ΝΕΑ ΑΠΟ ΤΟ ΝΑΥΠΛΙΟΝ: [314, 1434, 608, 1461]
article: [1207, 778, 1556, 1018]
article-paragraph: Ὁ «Διόνυσος». Ὁ γνωστὸς συνάδελφος κ. Χατζόπουλος (Μπόμπ) ἐγκαθιστᾷ τῶν νῦν τὸν κ. Γιάννη Καμπάνη τὴν ἔκδοσιν νέου περιοδικοῦ ὁ «Διόνυσος», ἀπὸ ὀλίγους συνεργάτας δι' ὀλίγους ἀναγνώστας μὲ ἐλευθέραν γλῶσσαν. Τὰ ὀνόματα ἐμφανίζουν τὴν ἔκδοσιν τῶν γνωστῶν εἰς τὸν φιλολογικὸν κόσμον.: [615, 340, 909, 482]
article: [12, 404, 306, 1296]
article-paragraph: Αὔριον ἐν τῷ ὑπουργείῳ τῶν Ἐξωτερικῶν γενήσεται ἐνώπιον τῆς οἰκείας ἐπιτροπῆς διαγωνισμὸς πρὸς πλήρωσιν τεσσάρων κενῶν θέσεων γραμματέων προξενείων. Εἰς τοῦτον θὰ λάβουν μέρος μόνον προσῆλθον οἱ κ. κ. Βεργόπουλος καὶ Κανελλόπουλος.: [314, 483, 608, 608]
article-headline: Ο ΝΟΜΑΡΧΗΣ ΛΕΥΚΑΔΟΣ: [12, 1302, 306, 1323]
article-paragraph: Κατέπλευσε χθὲς τὴν μεσημβρίαν εἰς τὸν λιμένα Πειραιῶς ἡ Βασιλικὴ θαλαμηγὸς «Ἀμφιτρίτη», ἥτις εἶχε μεταφέρει εἰς Ὀδησσὸν τὴν Α. Μ. τὴν Βασίλισσαν.: [12, 326, 306, 397]
article-subheadline: Καταπότια Πὶγκ: [1003, 721, 1112, 738]
article-paragraph: Ὁ Καρυστινὸς ἰατρὸς κ. Μ. Παπαδόπουλος ἐκ Παρισίων ἐπανῆλθεν. Διαρκεῖ 8 ἡμέρας ἡ ἐπίσκεψις αὐτοῦ.: [615, 1577, 909, 1630]
article-paragraph: Τὸν ἐκ Δερβενίου Γεωρ. Βυζὰν ὑποστάντα προχθὲς τὰς διδακτορικὰς ἐξετάσεις καὶ τυχόντα τοῦ βαθμοῦ λίαν καλῶς συγχαίρομεν. Ι. Π. Π. Δ.: [615, 1370, 909, 1441]
article-paragraph: Ἰωάννης: [1028, 1688, 1087, 1705]
article: [12, 1302, 306, 1530]
article-subheadline: Ἀπαραδεκτικὴ προσφορὰ: [74, 1736, 244, 1753]
article: [12, 1712, 306, 2032]
article-paragraph: Τὸ τηλεγράφημα προσθέτει, ὅτι αἱ κατὰ τοῦ κ. Νομάρχου ἐνέργειαι ὀφείλονται εἰς πιέσεις τῶν Δημάρχων Λευκάδος καὶ Ἐξανθείας, οἱ ὁποῖοι ἐπαναστημένοι ἀπεφάσισαν ὁ κ. Μαρκεζίνης διὰ διαφόρους παραδάσεις τοῦ καθήκοντος.: [12, 1422, 306, 1529]
article-paragraph: ('Ιδιαίτ. τηλεγρ. τοῦ «Ἐμπρός»): [1221, 871, 1434, 888]
article-paragraph: Τὸν ἀγαπητόν μας σύζυγον καὶ ἀνεψιὸν: [921, 1331, 1194, 1348]
article: [1207, 46, 1556, 154]
article: [12, 301, 306, 398]
article-paragraph: Τὸ ἐπὶ τῶν Ἐσωτερικῶν ὑπουργεῖον, λαβὸν ὑπ' ὄψιν τὴν ἔκθεσιν τοῦ παρ' ἡμῖν Ἰατροσυνεδρίου, καθ' ἣν, γενομένης ἐρεύνης τῶν συστατικῶν τῆς «Μοσχοβιτίνης», εὑρέθη ὅτι αὕτη περιέχει ὀπιοῦχα σώματα, διατάσσει ὅπως ἐπιτρέπηται ἡ πώλησις αὐτῆς μόνον εἰς τὰ φαρμακεῖα τῶν φαρμακοποιῶν καὶ ἐπὶ συνταγῇ ἰατροῦ. Ἐγκύκλιος πρὸς τοῦτο ἐστάλη ἐπὶ ἐγγραφῇ τῆς Κυβερνήσεως, ἣν τὸ ἐπὶ τῶν Ἐσωτερικῶν πρὸς τὰς ἀρμοδίας Ἀρχάς.: [314, 1705, 608, 1919]
article: [615, 49, 909, 333]
article-headline: Η ΧΘΕΣΙΝΗ ΠΥΡΚΑΪΑ: [314, 827, 608, 849]
article-paragraph: Τὰ Καταπότια Πὶγκ, διότι περιέχουσι σίδηρον καὶ μαγγάνιον καὶ ἄλλα χρήσιμα καὶ ὑγιεινὰ κράσματα, ἐνδυναμώνουν καὶ ἀναζωογονοῦσιν ὅλον τὸν ὀργανισμὸν, διὰ τὸ καθαρίζουν τὸ αἷμα.: [917, 834, 1198, 941]
column-divider: [911, 43, 912, 2327]
article-paragraph: Οἱ ἀδελφοὶ: [1019, 1617, 1096, 1633]
article-headline: ΠΕΙΡΑΪΚΑ: [615, 993, 909, 1015]
article-headline: ΟΙ ΠΡΟΫΠΟΛΟΓΙΣΜΟΙ ΤΩΝ ΔΗΜΩΝ: [314, 157, 608, 178]
article: [615, 1918, 909, 2026]
article-paragraph: Πωλοῦνται εἰς ἅπαντα τὰ φαρμακεῖα πρὸς δρ. 4.50 τὸ κυτίον ἢ δρ. 24 τὰ 6 κυτία. Γενικοὶ ἀντιπρόσωποι ἐν Ἑλλάδι Δαμαλᾶς καὶ Υἱὸς ἐν Πειραιεῖ, ἐν Ἀθήναις διὰ τὴν χονδρικὴν καὶ λιανικὴν πώλησιν Θεόδ. Καζῆς, φαρμακοποιὸς, ἀγορὰ ὁδὸς Φιλελλήνων καὶ Φλώρος ἐν Πειραιεῖ. Πωλοῦνται ἐν τοῖς φαρμακείοις τῶν κ. κ. Σ. Δουκάκη, Ν. Ὀλυμπίου, Σ. Βαϊνὴ, Ν. Καρασουλάκη, Α. Λούρω, Γ. Δημητριάδου, Γ. Βλαχάκη καὶ Χ. Πολυκρίτου.: [917, 946, 1198, 1161]
article: [1207, 552, 1556, 772]
article-paragraph: Ἐνοικιάζεται ἐν Νέῳ Φαλήρῳ τὸ πλησίον τοῦ σταθμοῦ οἴκημα τοῦ Σιδηροδρόμου Ἀθηνῶν — Πειραιῶς διὰ τὴν ἐρχομένην θερινὴν περίοδον. Πληροφορίαι κ. Πάνον ἡ εἰς τὰ γραφεῖα τῆς ἑταιρίας ὁδὸς Ἀθηνᾶς ἀρ. 33.: [615, 1919, 909, 2025]
article: [615, 1210, 909, 1333]
article-paragraph: ἀγαθὰ ἀποτελέσματα τοῦ μέτρου τούτου ὑπὸ ὑγιεινὴν ἔποψιν, ἂν καὶ εἶνε ἀληθές, ὅτι κατὰ τὰ τελευταῖα ἔτη οἱ ξενοδόχοι καὶ τῆς ἡμέρας καὶ τῆς νυκτὸς ἐπιμελοῦνται πολὺ διὰ τὴν καθαριότητα τῶν προσφύγων τῶν ξενοδοχείων τῶν.: [314, 44, 608, 150]
column-2: [314, 43, 608, 2327]
article-paragraph: Ἐκ Βόλου ἀγγέλλεται χθὲς τηλεγραφικῶς, ὅτι εἰς τὰς μηλέας ἀνεφάνη ἄγνωστος νόσος, ἀπειλοῦσα τὴν καταστροφὴν αὐτῶν καὶ τὴν μετάδοσιν εἰς ἄλλα δένδρα. Αἱ Ἀρχαὶ δὲ ἐζήτησαν τὴν ἀποστολὴν γεωπόνου ἐκ τοῦ ὑπουργείου ἵνα μελετήσῃ τὴν νόσον καὶ λάβῃ τὰ κατάλληλα μέτρα πρὸς καταπολέμησιν αὐτῆς.: [314, 661, 608, 821]
article-paragraph: Καίτοι πεντάμηνον σχεδὸν διάστημα παρῆλθεν ἀπὸ τῆς ἀρχῆς τοῦ ἔτους ὀλίγιστοι τῶν δημάρχων τοῦ κράτους ὑπέβαλον εἰς τὸ ὑπουργεῖον τῶν Ἐσωτερικῶν τοὺς προϋπολογισμοὺς τῶν τρέχ. ἔτους. Τὸ Ὑπουργεῖον δὲ χθὲς δι' ἐγγράφου του ἀπέστειλε πρὸς τοὺς νομάρχας Ἀττικῆς, Ἀκαρνανίας, Αἰτωλίας, Ἀργολίδος, Βοιωτίας, Εὐβοίας, Ζακύνθου, Ἠλείας, Καρδίτσης, Λαρίσης, Λευκάδος, Λακωνίας, Μεσσηνίας καὶ Φθιώτιδος παραγγέλλει τὴν ταχίστην ὑποβολὴν τῶν προϋπολογισμῶν τῶν δήμων τῆς περιφερείας ἑκάστου.: [314, 183, 608, 433]
article: [917, 497, 1198, 1161]
